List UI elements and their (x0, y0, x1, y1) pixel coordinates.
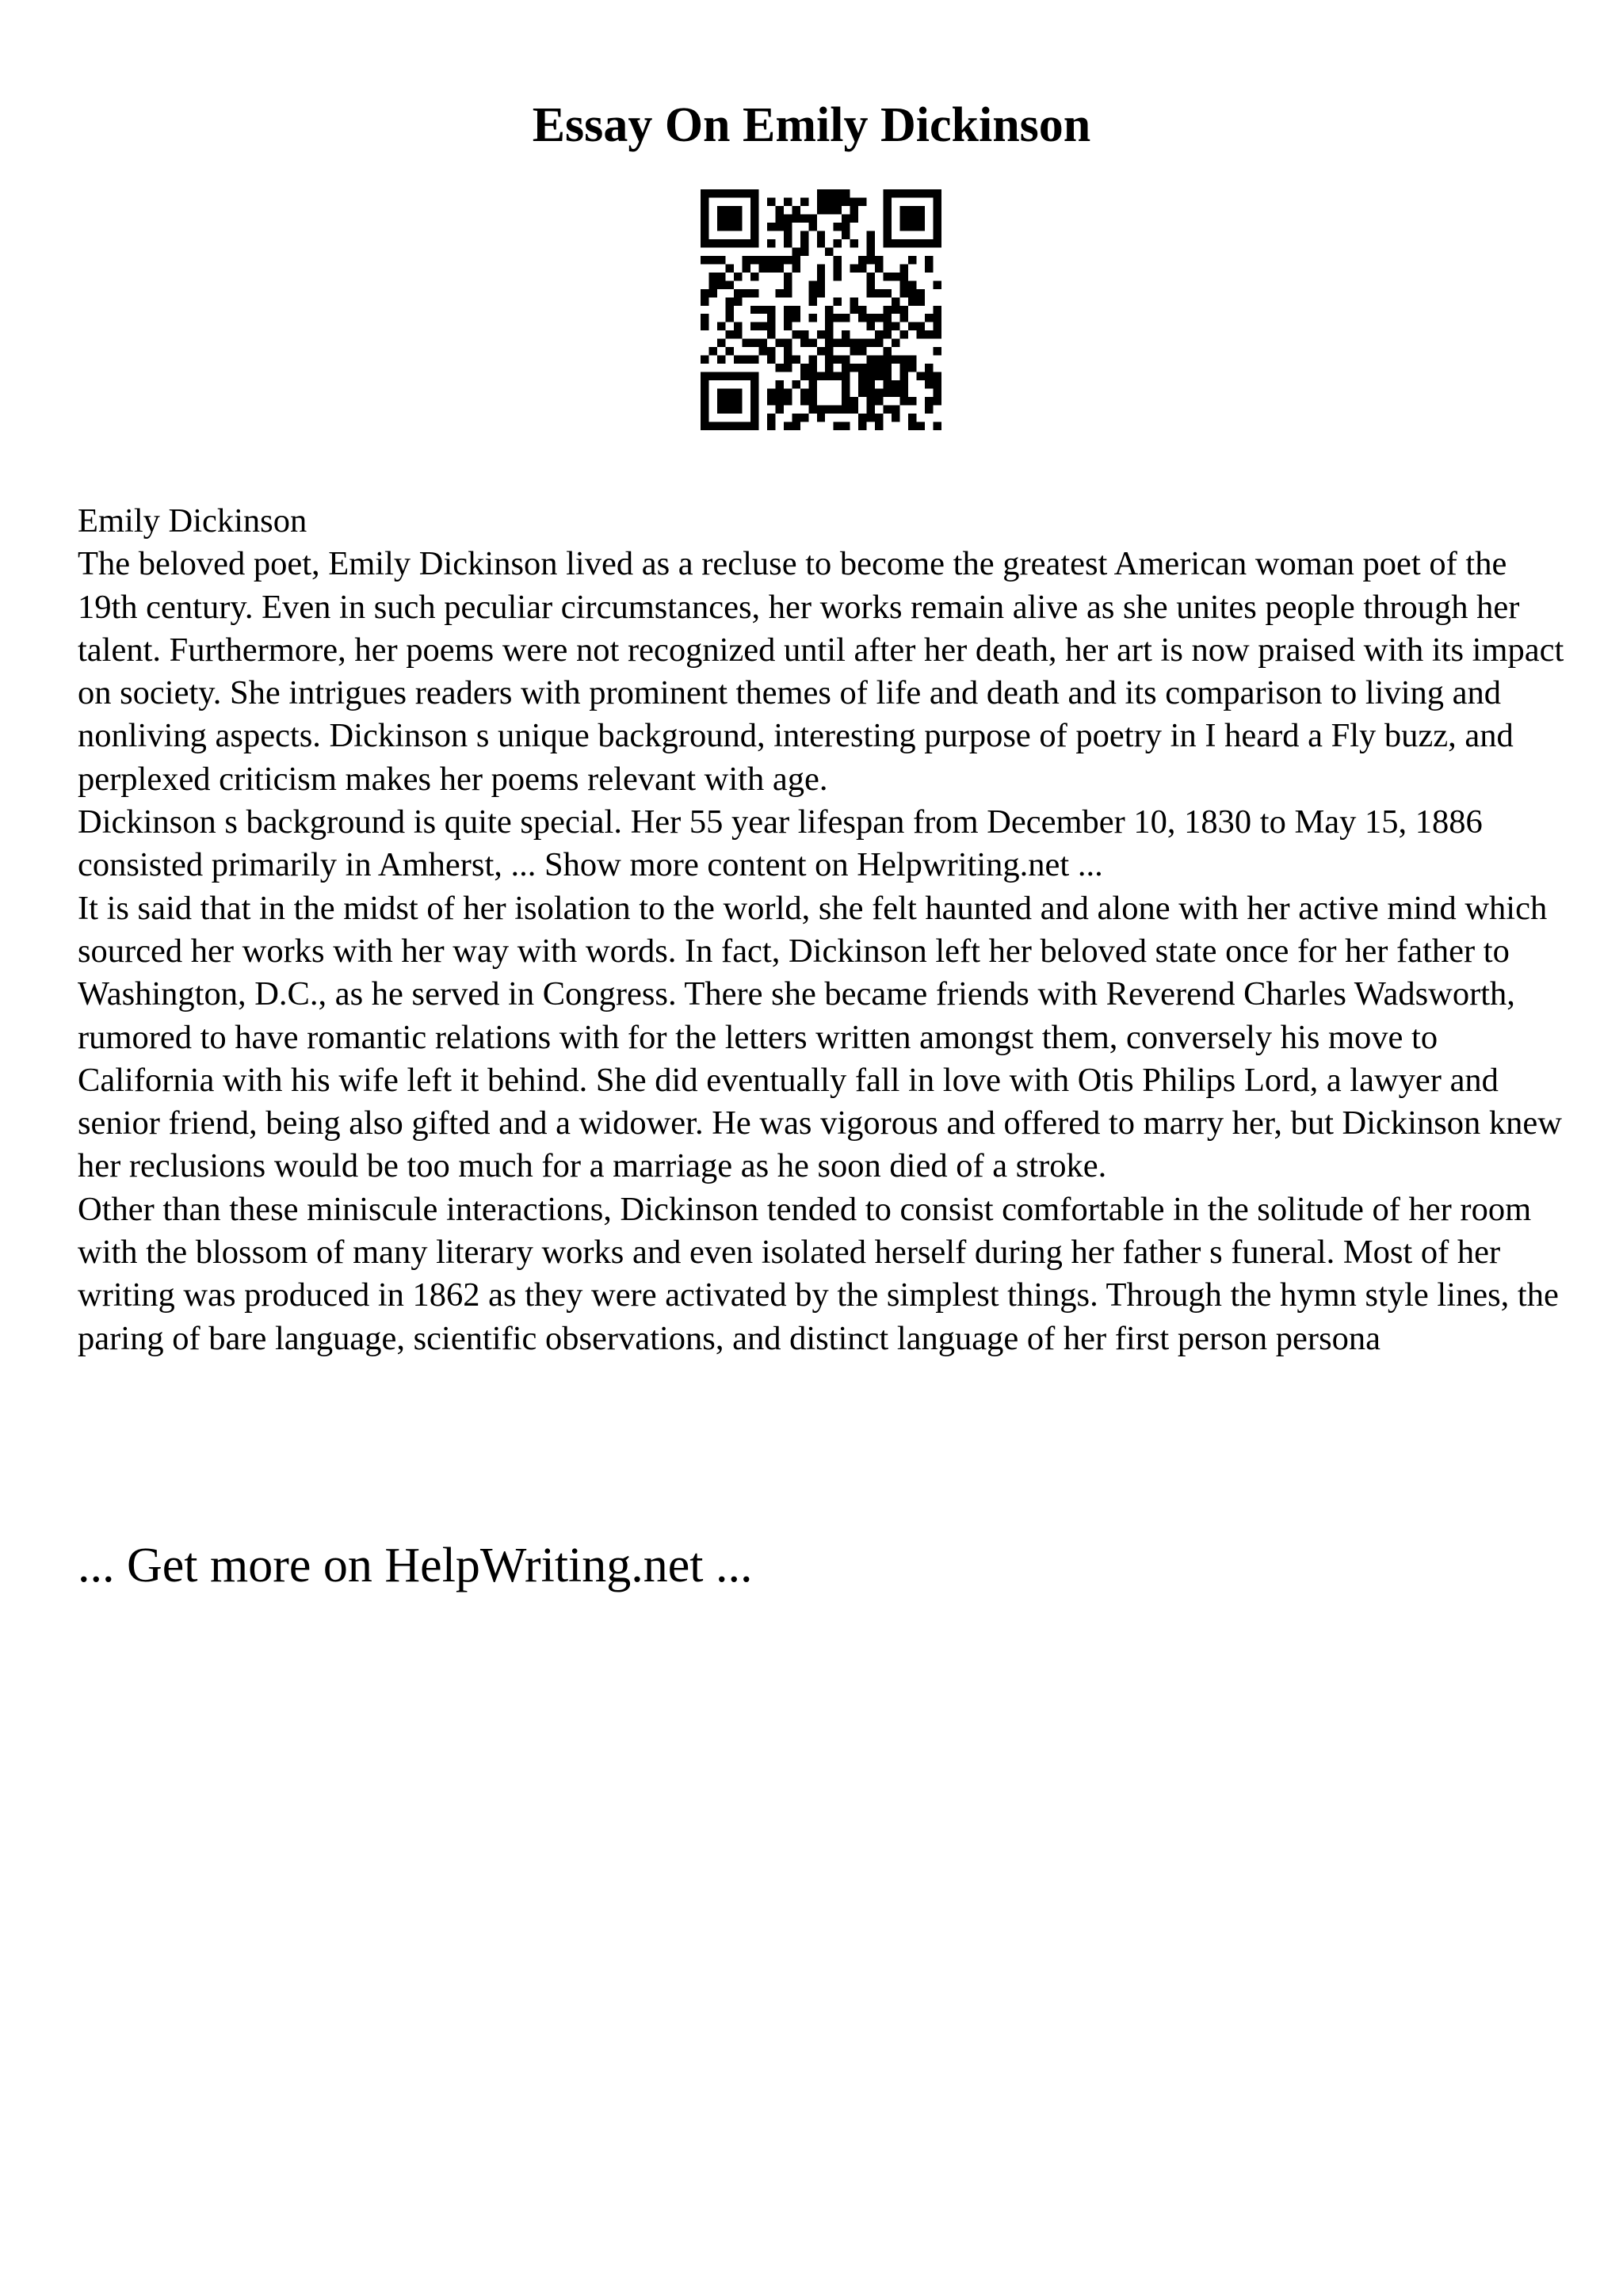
essay-paragraph: The beloved poet, Emily Dickinson lived as a recluse to become the greatest American woman poet of the 19th century. Even in such peculiar circumstances, her works remain alive as she unites people through her talent. Furthermore, her poems were not recognized until after her death, her art is now praised with its impact on society. She intrigues readers with prominent themes of life and death and its comparison to living and nonliving aspects. Dickinson s unique background, interesting purpose of poetry in I heard a Fly buzz, and perplexed criticism makes her poems relevant with age. (78, 545, 1564, 798)
qr-code-icon (701, 189, 941, 430)
document-title: Essay On Emily Dickinson (532, 98, 1091, 152)
essay-heading-line: Emily Dickinson (78, 502, 307, 540)
get-more-link[interactable]: ... Get more on HelpWriting.net ... (78, 1539, 753, 1592)
essay-paragraph: Other than these miniscule interactions, Dickinson tended to consist comfortable in the solitude of her room with the blossom of many literary works and even isolated herself during her father s funeral. Most of her writing was produced in 1862 as they were activated by the simplest things. Through the hymn style lines, the paring of bare language, scientific observations, and distinct language of her first person persona (78, 1190, 1559, 1357)
essay-paragraph: It is said that in the midst of her isolation to the world, she felt haunted and alone with her active mind which sourced her works with her way with words. In fact, Dickinson left her beloved state once for her father to Washington, D.C., as he served in Congress. There she became friends with Reverend Charles Wadsworth, rumored to have romantic relations with for the letters written amongst them, conversely his move to California with his wife left it behind. She did eventually fall in love with Otis Philips Lord, a lawyer and senior friend, being also gifted and a widower. He was vigorous and offered to marry her, but Dickinson knew her reclusions would be too much for a marriage as he soon died of a stroke. (78, 889, 1562, 1185)
essay-body (78, 500, 1568, 1360)
essay-paragraph: Dickinson s background is quite special. Her 55 year lifespan from December 10, 1830 to May 15, 1886 consisted primarily in Amherst, ... Show more content on Helpwriting.net ... (78, 803, 1483, 884)
